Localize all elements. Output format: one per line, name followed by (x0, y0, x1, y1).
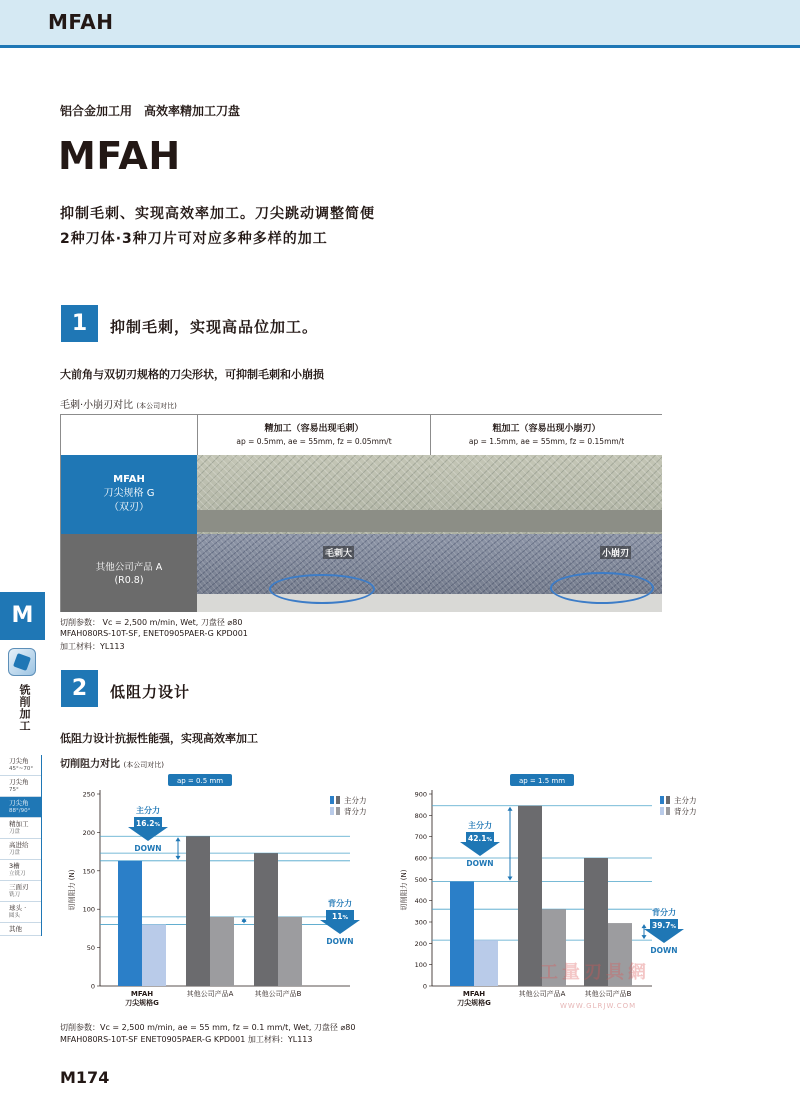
bar-thrust-force (210, 917, 234, 986)
chart-title: ap = 0.5 mm (176, 777, 224, 785)
row-other-radius: (R0.8) (114, 575, 144, 586)
section-2-subheading: 低阻力设计抗振性能强，实现高效率加工 (60, 732, 258, 745)
annotation-unit: % (342, 915, 348, 921)
column-header-finishing-conditions: ap = 0.5mm, ae = 55mm, fz = 0.05mm/t (236, 437, 392, 446)
workpiece-edge (197, 510, 430, 532)
header-title: MFAH (48, 10, 114, 34)
comparison-caption-note: (本公司对比) (136, 402, 177, 410)
annotation-unit: % (486, 837, 493, 843)
x-category-label: 其他公司产品B (254, 990, 302, 998)
sidebar-item-label: 刀尖角 (9, 757, 29, 765)
sidebar-item-sub: 88°/90° (9, 808, 31, 814)
sidebar-item[interactable] (0, 881, 41, 902)
arrow-head-icon (176, 856, 181, 860)
x-category-label: 其他公司产品B (584, 990, 632, 998)
sidebar-tab-m[interactable]: M (0, 592, 45, 640)
x-category-label: 其他公司产品A (518, 990, 566, 998)
sidebar-item-sub: 铣刀 (9, 892, 21, 898)
bar-thrust-force (142, 925, 166, 986)
sidebar-item[interactable] (0, 818, 41, 839)
photo-other-finishing (197, 534, 430, 612)
legend-swatch-thrust-other (666, 807, 670, 815)
column-header-finishing-title: 精加工（容易出现毛刺） (264, 424, 364, 434)
y-tick-label: 200 (414, 939, 427, 948)
burr-label: 毛刺大 (323, 546, 354, 559)
sidebar-item-label: 三面刃 (9, 883, 29, 891)
milling-insert-icon (8, 648, 36, 676)
bar-thrust-force (278, 917, 302, 986)
section-2-title: 低阻力设计 (110, 683, 191, 701)
section-1-conditions-2: MFAH080RS-10T-SF, ENET0905PAER-G KPD001 (60, 629, 248, 638)
y-tick-label: 800 (414, 811, 427, 820)
page-number: M174 (60, 1068, 110, 1087)
sidebar-item[interactable] (0, 902, 41, 923)
legend-swatch-thrust-mfah (660, 807, 664, 815)
annotation-down-text: DOWN (134, 844, 162, 853)
y-axis-label: 切削阻力 (N) (68, 869, 76, 911)
column-header-roughing (430, 415, 662, 455)
sidebar-item-sub: 45°~70° (9, 766, 34, 772)
y-tick-label: 700 (414, 833, 427, 842)
legend-swatch-main-other (666, 796, 670, 804)
arrow-head-icon (642, 935, 647, 939)
column-header-roughing-conditions: ap = 1.5mm, ae = 55mm, fz = 0.15mm/t (468, 437, 625, 446)
legend-label-main: 主分力 (674, 796, 697, 805)
section-1-conditions-3: 加工材料：YL113 (60, 642, 125, 651)
section-2-conditions-1: 切削参数：Vc = 2,500 m/min, ae = 55 mm, fz = 0.1 mm/t, Wet, 刀盘径 ⌀80 (60, 1023, 356, 1032)
annotation-label: 主分力 (136, 806, 160, 815)
y-tick-label: 150 (82, 867, 95, 876)
annotation-value: 42.1% (467, 834, 493, 843)
sidebar-item[interactable] (0, 755, 41, 776)
sidebar-item-label: 精加工 (9, 820, 29, 828)
sidebar-item-sub: 75° (9, 787, 19, 793)
legend-swatch-main-other (336, 796, 340, 804)
arrow-head-icon (508, 807, 513, 811)
watermark-text: 工量刃具網 (540, 962, 650, 983)
legend-label-thrust: 背分力 (674, 807, 697, 816)
sidebar-item-sub: 圆头 (9, 913, 21, 919)
burr-highlight-ellipse (269, 574, 375, 604)
section-1-title: 抑制毛刺，实现高品位加工。 (110, 318, 319, 336)
bar-main-force (118, 861, 142, 986)
legend-swatch-main-mfah (330, 796, 334, 804)
bar-main-force (254, 853, 278, 986)
x-category-label: MFAH (462, 990, 486, 998)
row-other-name: 其他公司产品 A (95, 562, 163, 573)
annotation-unit: % (670, 924, 677, 930)
x-category-label: MFAH (130, 990, 154, 998)
y-tick-label: 300 (414, 918, 427, 927)
sidebar-nav (0, 755, 42, 936)
sidebar-item-label: 3槽 (9, 862, 20, 870)
y-tick-label: 400 (414, 897, 427, 906)
y-axis-label: 切削阻力 (N) (400, 869, 408, 911)
chart-title: ap = 1.5 mm (518, 777, 566, 785)
section-1-number: 1 (61, 305, 98, 342)
force-chart-ap-0-5 (58, 772, 380, 1012)
annotation-label: 背分力 (328, 899, 352, 908)
annotation-unit: % (154, 822, 161, 828)
annotation-down-text: DOWN (466, 859, 494, 868)
y-tick-label: 900 (414, 790, 427, 799)
section-1-subheading: 大前角与双切刃规格的刀尖形状，可抑制毛刺和小崩损 (60, 368, 324, 381)
column-header-roughing-title: 粗加工（容易出现小崩刃） (492, 424, 601, 434)
y-tick-label: 0 (90, 982, 95, 991)
sidebar-item[interactable] (0, 860, 41, 881)
row-mfah-spec: 刀尖规格 G (103, 488, 155, 499)
row-label-other-a (61, 534, 197, 612)
sidebar-item-sub: 刀盘 (9, 829, 21, 835)
comparison-caption (60, 396, 177, 411)
watermark-url: WWW.GLRJW.COM (560, 1002, 637, 1010)
workpiece-edge (430, 510, 662, 532)
y-tick-label: 0 (422, 982, 427, 991)
sidebar-item[interactable] (0, 923, 41, 936)
legend-label-thrust: 背分力 (344, 807, 367, 816)
x-category-label: 其他公司产品A (186, 990, 234, 998)
product-title: MFAH (58, 134, 181, 178)
legend-label-main: 主分力 (344, 796, 367, 805)
y-tick-label: 100 (82, 905, 95, 914)
row-mfah-edge: （双刃） (109, 502, 149, 513)
photo-mfah-finishing (197, 455, 430, 534)
column-header-finishing (197, 415, 430, 455)
sidebar-item[interactable] (0, 776, 41, 797)
section-2-conditions-2: MFAH080RS-10T-SF ENET0905PAER-G KPD001 加工材料：YL113 (60, 1035, 313, 1044)
chipping-label: 小崩刃 (600, 546, 631, 559)
annotation-value: 16.2% (135, 819, 161, 828)
sidebar-item-label: 其他 (9, 925, 22, 933)
y-tick-label: 500 (414, 875, 427, 884)
photo-other-roughing (430, 534, 662, 612)
sidebar-item-sub: 立铣刀 (9, 871, 26, 877)
sidebar-item-label: 刀尖角 (9, 778, 29, 786)
arrow-head-icon (508, 876, 513, 880)
force-chart-caption-text: 切削阻力对比 (60, 759, 120, 770)
legend-swatch-thrust-other (336, 807, 340, 815)
y-tick-label: 600 (414, 854, 427, 863)
annotation-label: 主分力 (468, 821, 492, 830)
y-tick-label: 50 (86, 944, 95, 953)
sidebar-item[interactable] (0, 839, 41, 860)
chipping-highlight-ellipse (550, 572, 654, 604)
bar-thrust-force (474, 940, 498, 986)
x-category-label: 刀尖规格G (125, 999, 159, 1007)
bar-main-force (450, 881, 474, 986)
y-tick-label: 100 (414, 961, 427, 970)
header-bar (0, 0, 800, 48)
annotation-down-text: DOWN (326, 937, 354, 946)
section-2-number: 2 (61, 670, 98, 707)
tagline-line-2: 2种刀体·3种刀片可对应多种多样的加工 (60, 231, 328, 247)
y-tick-label: 200 (82, 828, 95, 837)
force-chart-caption (60, 755, 164, 770)
force-chart-caption-note: (本公司对比) (123, 761, 164, 769)
sidebar-item-label: 刀尖角 (9, 799, 29, 807)
legend-swatch-main-mfah (660, 796, 664, 804)
bar-main-force (186, 836, 210, 986)
sidebar-item-label: 球头 · (9, 904, 27, 912)
comparison-caption-text: 毛刺·小崩刃对比 (60, 400, 134, 411)
photo-mfah-roughing (430, 455, 662, 534)
bar-main-force (518, 806, 542, 986)
sidebar-category: 铣削加工 (18, 684, 31, 732)
sidebar-item[interactable] (0, 797, 41, 818)
burr-comparison-table (60, 414, 662, 612)
y-tick-label: 250 (82, 790, 95, 799)
row-label-mfah (61, 455, 197, 534)
row-mfah-name: MFAH (113, 474, 145, 485)
product-subtitle: 铝合金加工用 高效率精加工刀盘 (60, 104, 241, 118)
tagline-line-1: 抑制毛刺、实现高效率加工。刀尖跳动调整简便 (60, 206, 375, 222)
arrow-head-icon (176, 837, 181, 841)
legend-swatch-thrust-mfah (330, 807, 334, 815)
annotation-down-text: DOWN (650, 946, 678, 955)
arrow-head-icon (642, 924, 647, 928)
annotation-value: 11% (332, 912, 348, 921)
section-1-conditions-1: 切削参数： Vc = 2,500 m/min, Wet, 刀盘径 ⌀80 (60, 618, 243, 627)
annotation-value: 39.7% (651, 921, 677, 930)
x-category-label: 刀尖规格G (457, 999, 491, 1007)
sidebar-item-label: 高进给 (9, 841, 29, 849)
annotation-label: 背分力 (652, 908, 676, 917)
sidebar-item-sub: 刀盘 (9, 850, 21, 856)
